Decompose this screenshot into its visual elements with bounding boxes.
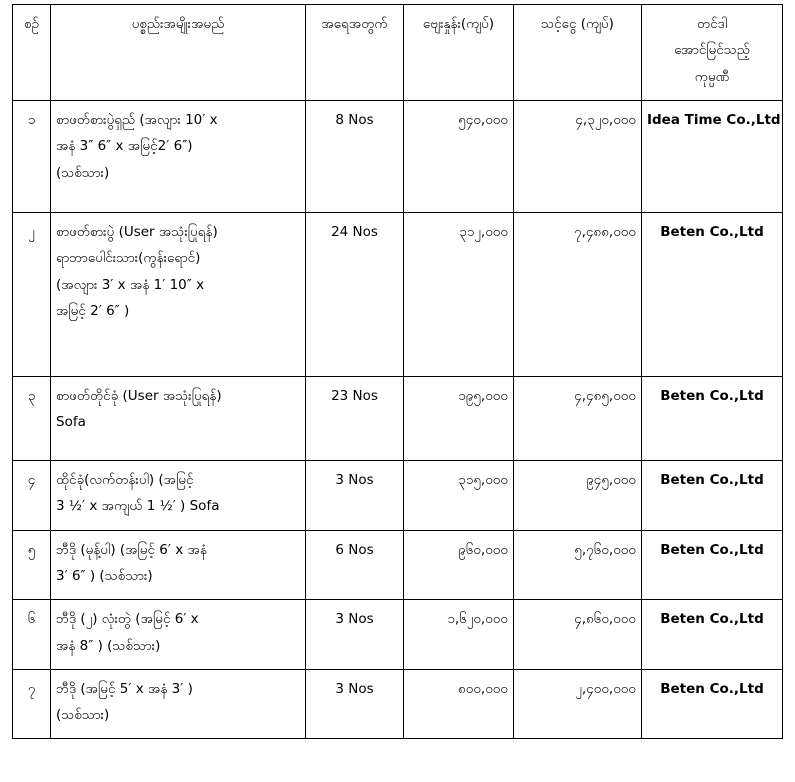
cell-amount: ၅,၇၆၀,၀၀၀ [514, 530, 642, 600]
cell-description [51, 100, 306, 212]
cell-quantity: 3 Nos [306, 600, 404, 670]
column-header-company-line1: တင်ဒါ [696, 16, 727, 32]
cell-no: ၄ [13, 460, 51, 530]
description-line: 3 ½′ x အကျယ် 1 ½′ ) Sofa [56, 498, 220, 515]
cell-description [51, 212, 306, 376]
tender-results-table [12, 4, 783, 739]
description-line: ရာဘာပေါင်းသား(ကွန်းရောင်) [56, 250, 201, 267]
cell-description [51, 376, 306, 460]
cell-unit-price: ၉၆၀,၀၀၀ [404, 530, 514, 600]
table-header-row [13, 5, 783, 101]
table-row [13, 600, 783, 670]
cell-company: Beten Co.,Ltd [642, 460, 783, 530]
cell-quantity: 24 Nos [306, 212, 404, 376]
cell-amount: ၄,၃၂၀,၀၀၀ [514, 100, 642, 212]
description-line: စာဖတ်စားပွဲရှည် (အလျား 10′ x [56, 111, 218, 128]
cell-no: ၃ [13, 376, 51, 460]
column-header-description: ပစ္စည်းအမျိုးအမည် [51, 5, 306, 101]
cell-description [51, 600, 306, 670]
cell-company: Idea Time Co.,Ltd [642, 100, 783, 212]
cell-quantity: 3 Nos [306, 460, 404, 530]
column-header-no: စဉ် [13, 5, 51, 101]
cell-amount: ၄,၄၈၅,၀၀၀ [514, 376, 642, 460]
cell-company: Beten Co.,Ltd [642, 212, 783, 376]
cell-unit-price: ၁၉၅,၀၀၀ [404, 376, 514, 460]
table-row [13, 460, 783, 530]
description-line: အနံ 3″ 6″ x အမြင့်2′ 6″) [56, 138, 193, 155]
cell-description [51, 460, 306, 530]
cell-company: Beten Co.,Ltd [642, 600, 783, 670]
table-row [13, 669, 783, 739]
cell-no: ၇ [13, 669, 51, 739]
table-row [13, 530, 783, 600]
cell-unit-price: ၁,၆၂၀,၀၀၀ [404, 600, 514, 670]
description-line: (သစ်သား) [56, 707, 110, 724]
description-line: (သစ်သား) [56, 164, 110, 181]
cell-description [51, 669, 306, 739]
cell-unit-price: ၈၀၀,၀၀၀ [404, 669, 514, 739]
table-row [13, 376, 783, 460]
column-header-company-line2: အောင်မြင်သည့် [674, 42, 750, 59]
description-line: စာဖတ်တိုင်ခုံ (User အသုံးပြုရန်) [56, 387, 222, 404]
cell-no: ၁ [13, 100, 51, 212]
cell-company: Beten Co.,Ltd [642, 669, 783, 739]
cell-no: ၆ [13, 600, 51, 670]
table-row [13, 212, 783, 376]
column-header-amount: သင့်ငွေ (ကျပ်) [514, 5, 642, 101]
description-line: ဘီဒို (၂) လုံးတွဲ (အမြင့် 6′ x [56, 611, 199, 628]
description-line: အမြင့် 2′ 6″ ) [56, 302, 130, 319]
cell-amount: ၄,၈၆၀,၀၀၀ [514, 600, 642, 670]
cell-company: Beten Co.,Ltd [642, 376, 783, 460]
cell-amount: ၉၄၅,၀၀၀ [514, 460, 642, 530]
column-header-company-line3: ကုမ္ပဏီ [694, 68, 730, 85]
cell-unit-price: ၃၁၅,၀၀၀ [404, 460, 514, 530]
cell-no: ၂ [13, 212, 51, 376]
column-header-company [642, 5, 783, 101]
table-row [13, 100, 783, 212]
cell-company: Beten Co.,Ltd [642, 530, 783, 600]
description-line: စာဖတ်စားပွဲ (User အသုံးပြုရန်) [56, 223, 218, 240]
description-line: ဘီဒို (အမြင့် 5′ x အနံ 3′ ) [56, 680, 193, 697]
description-line: 3′ 6″ ) (သစ်သား) [56, 567, 153, 584]
description-line: အနံ 8″ ) (သစ်သား) [56, 637, 161, 654]
description-line: ဘီဒို (မုန့်ပါ) (အမြင့် 6′ x အနံ [56, 541, 207, 558]
cell-quantity: 3 Nos [306, 669, 404, 739]
description-line: Sofa [56, 414, 86, 431]
cell-no: ၅ [13, 530, 51, 600]
cell-unit-price: ၅၄၀,၀၀၀ [404, 100, 514, 212]
description-line: ထိုင်ခုံ(လက်တန်းပါ) (အမြင့် [56, 471, 194, 488]
cell-quantity: 6 Nos [306, 530, 404, 600]
column-header-unit-price: ဗျေးနှုန်း(ကျပ်) [404, 5, 514, 101]
cell-description [51, 530, 306, 600]
description-line: (အလျား 3′ x အနံ 1′ 10″ x [56, 276, 205, 293]
cell-quantity: 8 Nos [306, 100, 404, 212]
cell-quantity: 23 Nos [306, 376, 404, 460]
cell-amount: ၂,၄၀၀,၀၀၀ [514, 669, 642, 739]
column-header-quantity: အရေအတွက် [306, 5, 404, 101]
cell-amount: ၇,၄၈၈,၀၀၀ [514, 212, 642, 376]
cell-unit-price: ၃၁၂,၀၀၀ [404, 212, 514, 376]
